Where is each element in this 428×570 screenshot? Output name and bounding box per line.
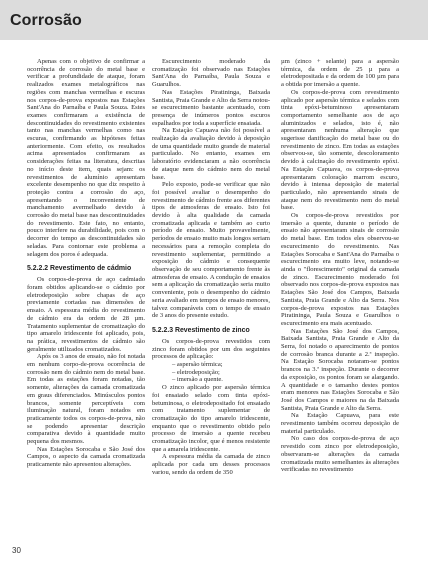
- paragraph: Pelo exposto, pode-se verificar que não foi possível avaliar o desempenho do revestimento de cádmio frente aos diferentes tipos de atmosferas de ensaio. Isto foi devido à alta qualidade da camada cromatizada aplicada e também ao curto período de ensaio. Muito provavelmente, períodos de ensaio muito mais longos seriam necessários para a remoção completa do revestimento suplementar, permitindo a exposição do cádmio e consequente observação de seu comportamento frente às atmosferas de ensaio. A condução de ensaios sem a aplicação da cromatização seria muito conveniente, pois o desempenho do cádmio seria avaliado em tempos de ensaio menores, talvez comparáveis com o tempo de ensaio de 3 anos do presente estudo.: [152, 181, 270, 320]
- paragraph: Os corpos-de-prova revestidos por imersão a quente, durante o período de ensaio não apresentaram sinais de corrosão do metal base. Em todos eles observou-se escurecimento do revestimento. Nas Estações Sorocaba e Sant'Ana do Parnaíba o escurecimento era muito leve, notando-se ainda o "florescimento" original da camada de zinco. Escurecimento moderado foi observado nos corpos-de-prova expostos nas Estações São José dos Campos, Baixada Santista, Praia Grande e Alto da Serra. Nos corpos-de-prova expostos nas Estações Piratininga, Paula Souza e Guarulhos o escurecimento era mais acentuado.: [281, 212, 399, 327]
- paragraph: A espessura média da camada de zinco aplicada por cada um desses processos variou, sendo da ordem de 350: [152, 453, 270, 476]
- paragraph: Na Estação Capuava, para este revestimento também ocorreu deposição de material particulado.: [281, 412, 399, 435]
- section-header-bar: [0, 0, 428, 40]
- paragraph: Escurecimento moderado da cromatização foi observado nas Estações Sant'Ana do Parnaíba, Paula Souza e Guarulhos.: [152, 58, 270, 89]
- text-column-2: [152, 58, 270, 477]
- paragraph: Os corpos-de-prova com revestimento aplicado por aspersão térmica e selados com tinta epóxi-betuminoso apresentaram comportamento semelhante aos de aço aluminizados e selados, isto é, não apresentaram nenhuma alteração que sugerisse danificação do metal base ou do revestimento de zinco. Em todas as estações observou-se, tão somente, descoloramento devido à calcinação do revestimento epóxi. Na Estação Capuava, os corpos-de-prova apresentaram coloração marrom escuro, devido à intensa deposição de material particulado, não apresentando sinais de ataque nem do revestimento nem do metal base.: [281, 88, 399, 212]
- text-column-3: [281, 58, 399, 474]
- paragraph: No caso dos corpos-de-prova de aço revestido com zinco por eletrodeposição, observaram-se alterações da camada cromatizada muito semelhantes às alterações verificadas no revestimento: [281, 435, 399, 474]
- list-item: – aspersão térmica;: [172, 361, 270, 369]
- paragraph: Nas Estações São José dos Campos, Baixada Santista, Praia Grande e Alto da Serra, foi notado o aparecimento de pontos de corrosão branca durante a 2.ª inspeção. Na Estação Sorocaba notaram-se pontos brancos na 3.ª inspeção. Durante o decorrer da exposição, os pontos foram se alargando. A quantidade e o tamanho destes pontos eram menores nas Estações Sorocaba e São José dos Campos e maiores na da Baixada Santista, Praia Grande e Alto da Serra.: [281, 327, 399, 412]
- page-number: 30: [12, 546, 21, 555]
- paragraph: Após os 3 anos de ensaio, não foi notada em nenhum corpo-de-prova ocorrência de corrosão nem do cádmio nem do metal base. Em todas as estações foram notadas, tão somente, alterações da camada cromatizada em graus diferenciados. Minúsculos pontos brancos, somente perceptíveis com iluminação natural, foram notados em praticamente todos os corpos-de-prova, não se podendo apresentar descrição comparativa devido à quantidade muito pequena dos mesmos.: [27, 353, 145, 446]
- paragraph: Apenas com o objetivo de confirmar a ocorrência de corrosão do metal base e verificar a profundidade de ataque, foram realizados exames metalográficos nas regiões com manchas vermelhas e escuras nos corpos-de-prova expostos nas Estações Sant'Ana do Parnaíba e Paula Souza. Estes exames confirmaram a existência de descontinuidades do revestimento existentes tanto nas manchas vermelhas como nas escuras, confirmando as hipóteses feitas anteriormente. Com efeito, os resultados acima apresentados confirmaram as considerações feitas na literatura, descritas no início deste item, quais sejam: os revestimentos de alumínio apresentam excelente desempenho no que diz respeito à proteção contra a corrosão do aço, apresentando o inconveniente de manchamento avermelhado devido à corrosão do metal base nas descontinuidades do revestimento. Este fato, no entanto, pouco interfere na durabilidade, pois com o decorrer do tempo as descontinuidades são seladas. Para contornar este problema a selagem dos poros é adequada.: [27, 58, 145, 258]
- text-column-1: [27, 58, 145, 469]
- list-item: – eletrodeposição;: [172, 369, 270, 377]
- paragraph: Nas Estações Sorocaba e São José dos Campos, o aspecto da camada cromatizada praticamente não apresentou alterações.: [27, 445, 145, 469]
- subsection-heading-cadmio: 5.2.2.2 Revestimento de cádmio: [27, 265, 132, 273]
- paragraph: Nas Estações Piratininga, Baixada Santista, Praia Grande e Alto da Serra notou-se escurecimento bastante acentuado, com presença de inúmeros pontos escuros espalhados por toda a superfície ensaiada.: [152, 88, 270, 127]
- section-title: Corrosão: [10, 12, 82, 29]
- paragraph: µm (zinco + selante) para a aspersão térmica, da ordem de 25 µ para a eletrodepositada e da ordem de 100 µm para a obtida por imersão a quente.: [281, 58, 399, 89]
- paragraph: O zinco aplicado por aspersão térmica foi ensaiado selado com tinta epóxi-betuminosa, o eletrodepositado foi ensaiado com tratamento suplementar de cromatização do tipo amarelo iridescente, enquanto que o revestimento obtido pelo processo de imersão a quente recebeu cromatização incolor, que é menos resistente que a amarela iridescente.: [152, 384, 270, 453]
- subsection-heading-zinco: 5.2.2.3 Revestimento de zinco: [152, 326, 250, 334]
- paragraph: Na Estação Capuava não foi possível a realização da avaliação devido à deposição de uma quantidade muito grande de material particulado. No entanto, exames em laboratório evidenciaram a não ocorrência de ataque nem do cádmio nem do metal base.: [152, 127, 270, 181]
- process-list: [152, 361, 270, 384]
- list-item: – imersão a quente.: [172, 376, 270, 384]
- paragraph: Os corpos-de-prova revestidos com zinco foram obtidos por um dos seguintes processos de aplicação:: [152, 337, 270, 361]
- paragraph: Os corpos-de-prova de aço cadmiado foram obtidos aplicando-se o cádmio por eletrodeposição sobre chapas de aço previamente cortadas nas dimensões de ensaio. A espessura média do revestimento de cádmio era da ordem de 28 µm. Tratamento suplementar de cromatização do tipo amarelo iridescente foi aplicado, pois, na prática, revestimentos de cádmio são geralmente utilizados cromatizados.: [27, 276, 145, 353]
